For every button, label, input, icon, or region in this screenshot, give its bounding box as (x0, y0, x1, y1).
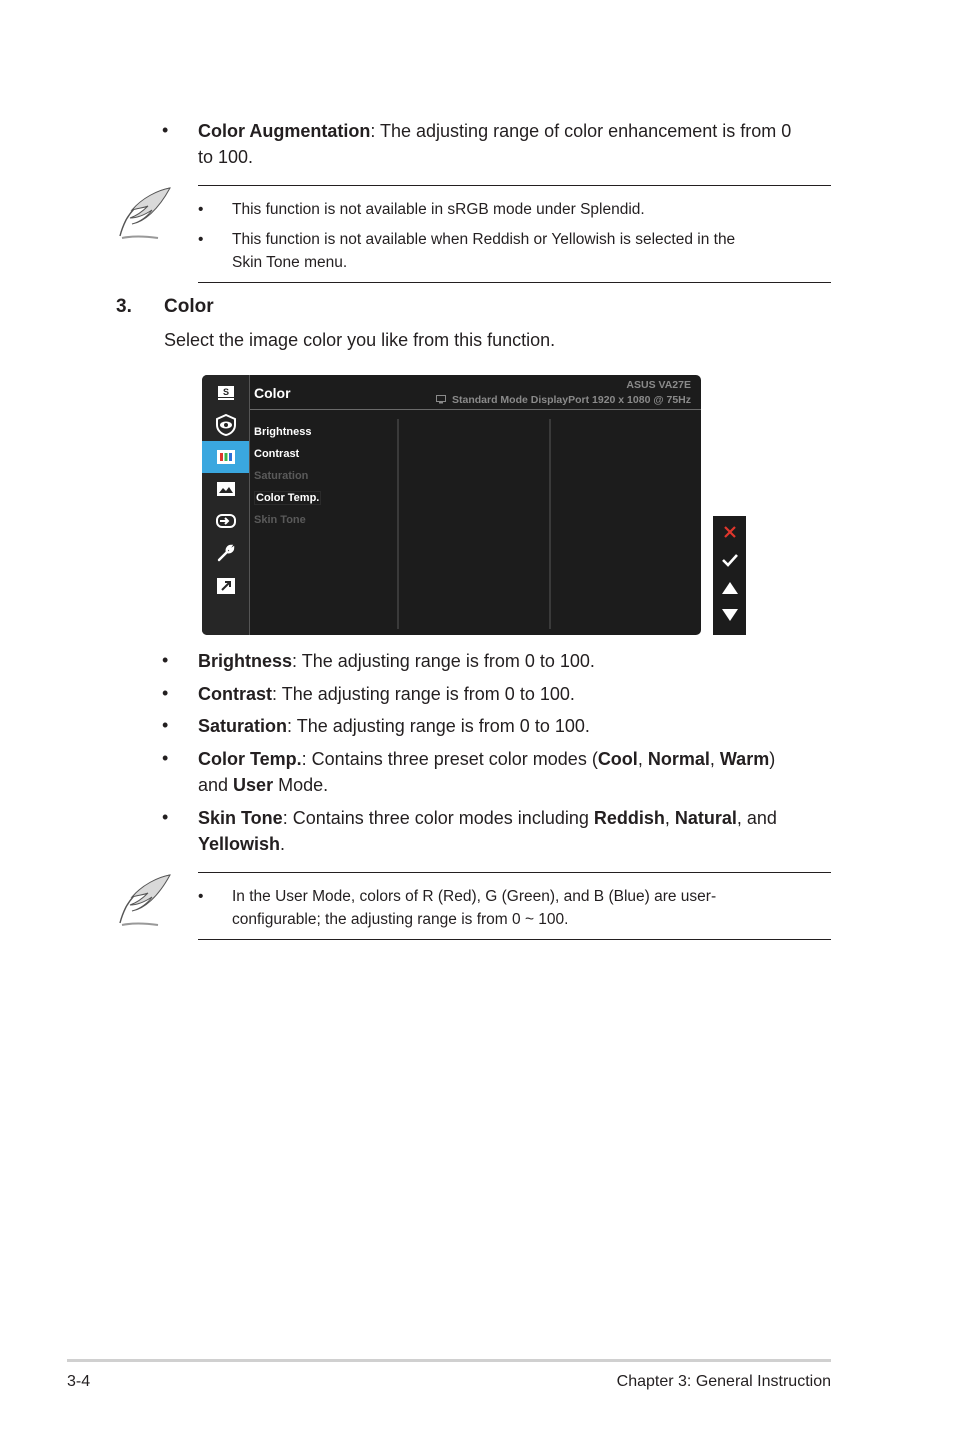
down-arrow-icon[interactable] (713, 601, 746, 629)
saturation-bullet (198, 713, 590, 739)
bullet-text: and (198, 775, 234, 795)
osd-sidebar (202, 375, 250, 635)
bullet-text: . (280, 834, 286, 854)
splendid-icon[interactable] (202, 377, 249, 409)
note-top-rule (198, 185, 831, 186)
bullet-dot: • (162, 748, 169, 768)
mode-warm: Warm (719, 749, 770, 769)
bullet-text: : The adjusting range of color enhancement is from 0 (370, 121, 792, 141)
osd-menu-item-contrast[interactable]: Contrast (254, 448, 300, 460)
up-arrow-icon[interactable] (713, 574, 746, 602)
mode-cool: Cool (597, 749, 638, 769)
feather-note-icon (114, 873, 174, 929)
note-text-cont: configurable; the adjusting range is from 0 ~ 100. (232, 911, 569, 928)
section-title: Color (164, 296, 214, 317)
footer-rule (67, 1359, 831, 1362)
input-select-icon[interactable] (202, 505, 249, 537)
color-temp-bullet (198, 746, 818, 798)
section-intro: Select the image color you like from this function. (164, 330, 556, 350)
bullet-text: , and (736, 808, 777, 828)
osd-nav-keys (713, 516, 746, 635)
note-bottom-rule (198, 939, 831, 940)
chapter-title: Chapter 3: General Instruction (616, 1373, 831, 1390)
check-icon[interactable] (713, 546, 746, 574)
bullet-dot: • (162, 807, 169, 827)
bullet-text: : The adjusting range is from 0 to 100. (292, 651, 595, 671)
mode-natural: Natural (674, 808, 737, 828)
image-icon[interactable] (202, 473, 249, 505)
osd-status (436, 394, 691, 406)
system-setup-icon[interactable] (202, 537, 249, 569)
note-item (198, 228, 798, 274)
color-icon[interactable] (202, 441, 249, 473)
close-icon[interactable] (713, 518, 746, 546)
osd-menu (202, 375, 701, 635)
mode-normal: Normal (647, 749, 710, 769)
note-bullet: • (198, 231, 204, 248)
note-text: In the User Mode, colors of R (Red), G (Green), and B (Blue) are user- (232, 888, 717, 905)
note-bullet: • (198, 201, 204, 218)
bullet-term: Brightness (198, 651, 293, 671)
bullet-dot: • (162, 120, 169, 140)
osd-menu-item-brightness[interactable]: Brightness (254, 426, 312, 438)
osd-menu-item-skin-tone: Skin Tone (254, 514, 306, 526)
osd-menu-item-color-temp[interactable]: Color Temp. (256, 492, 320, 504)
note-top-rule (198, 872, 831, 873)
separator: , (637, 749, 648, 769)
bullet-term: Contrast (198, 684, 273, 704)
note-text: This function is not available when Reddish or Yellowish is selected in the (232, 231, 736, 248)
osd-status-text: Standard Mode DisplayPort 1920 x 1080 @ 75Hz (452, 394, 691, 406)
mode-reddish: Reddish (593, 808, 665, 828)
note-item (198, 198, 798, 221)
color-augmentation-bullet (198, 118, 838, 170)
bullet-dot: • (162, 650, 169, 670)
skin-tone-bullet (198, 805, 818, 857)
note-text: This function is not available in sRGB mode under Splendid. (232, 201, 645, 218)
osd-menu-item-saturation: Saturation (254, 470, 309, 482)
osd-column-divider (397, 419, 399, 629)
separator: , (664, 808, 675, 828)
note-bullet: • (198, 888, 204, 905)
bullet-text: ) (769, 749, 776, 769)
note-item (198, 885, 798, 931)
bullet-text-cont: to 100. (198, 147, 254, 167)
bullet-text: : The adjusting range is from 0 to 100. (272, 684, 575, 704)
bullet-term: Color Temp. (198, 749, 302, 769)
note-bottom-rule (198, 282, 831, 283)
separator: , (709, 749, 720, 769)
bullet-text: : The adjusting range is from 0 to 100. (287, 716, 590, 736)
svg-text:S: S (222, 387, 229, 397)
bullet-term: Saturation (198, 716, 288, 736)
shortcut-icon[interactable] (202, 570, 249, 602)
bullet-text: Mode. (273, 775, 329, 795)
feather-note-icon (114, 186, 174, 242)
mode-user: User (233, 775, 274, 795)
bullet-term: Color Augmentation (198, 121, 371, 141)
note-text-cont: Skin Tone menu. (232, 254, 348, 271)
osd-column-divider (549, 419, 551, 629)
bullet-dot: • (162, 715, 169, 735)
contrast-bullet (198, 681, 575, 707)
blue-light-filter-icon[interactable] (202, 409, 249, 441)
page-number: 3-4 (67, 1373, 91, 1390)
bullet-dot: • (162, 683, 169, 703)
bullet-term: Skin Tone (198, 808, 283, 828)
monitor-icon (436, 395, 446, 404)
section-number: 3. (116, 296, 132, 317)
osd-title: Color (254, 385, 291, 401)
mode-yellowish: Yellowish (198, 834, 281, 854)
bullet-text: : Contains three color modes including (282, 808, 594, 828)
osd-model: ASUS VA27E (626, 379, 691, 391)
brightness-bullet (198, 648, 595, 674)
bullet-text: : Contains three preset color modes ( (301, 749, 598, 769)
osd-header-divider (250, 409, 701, 410)
